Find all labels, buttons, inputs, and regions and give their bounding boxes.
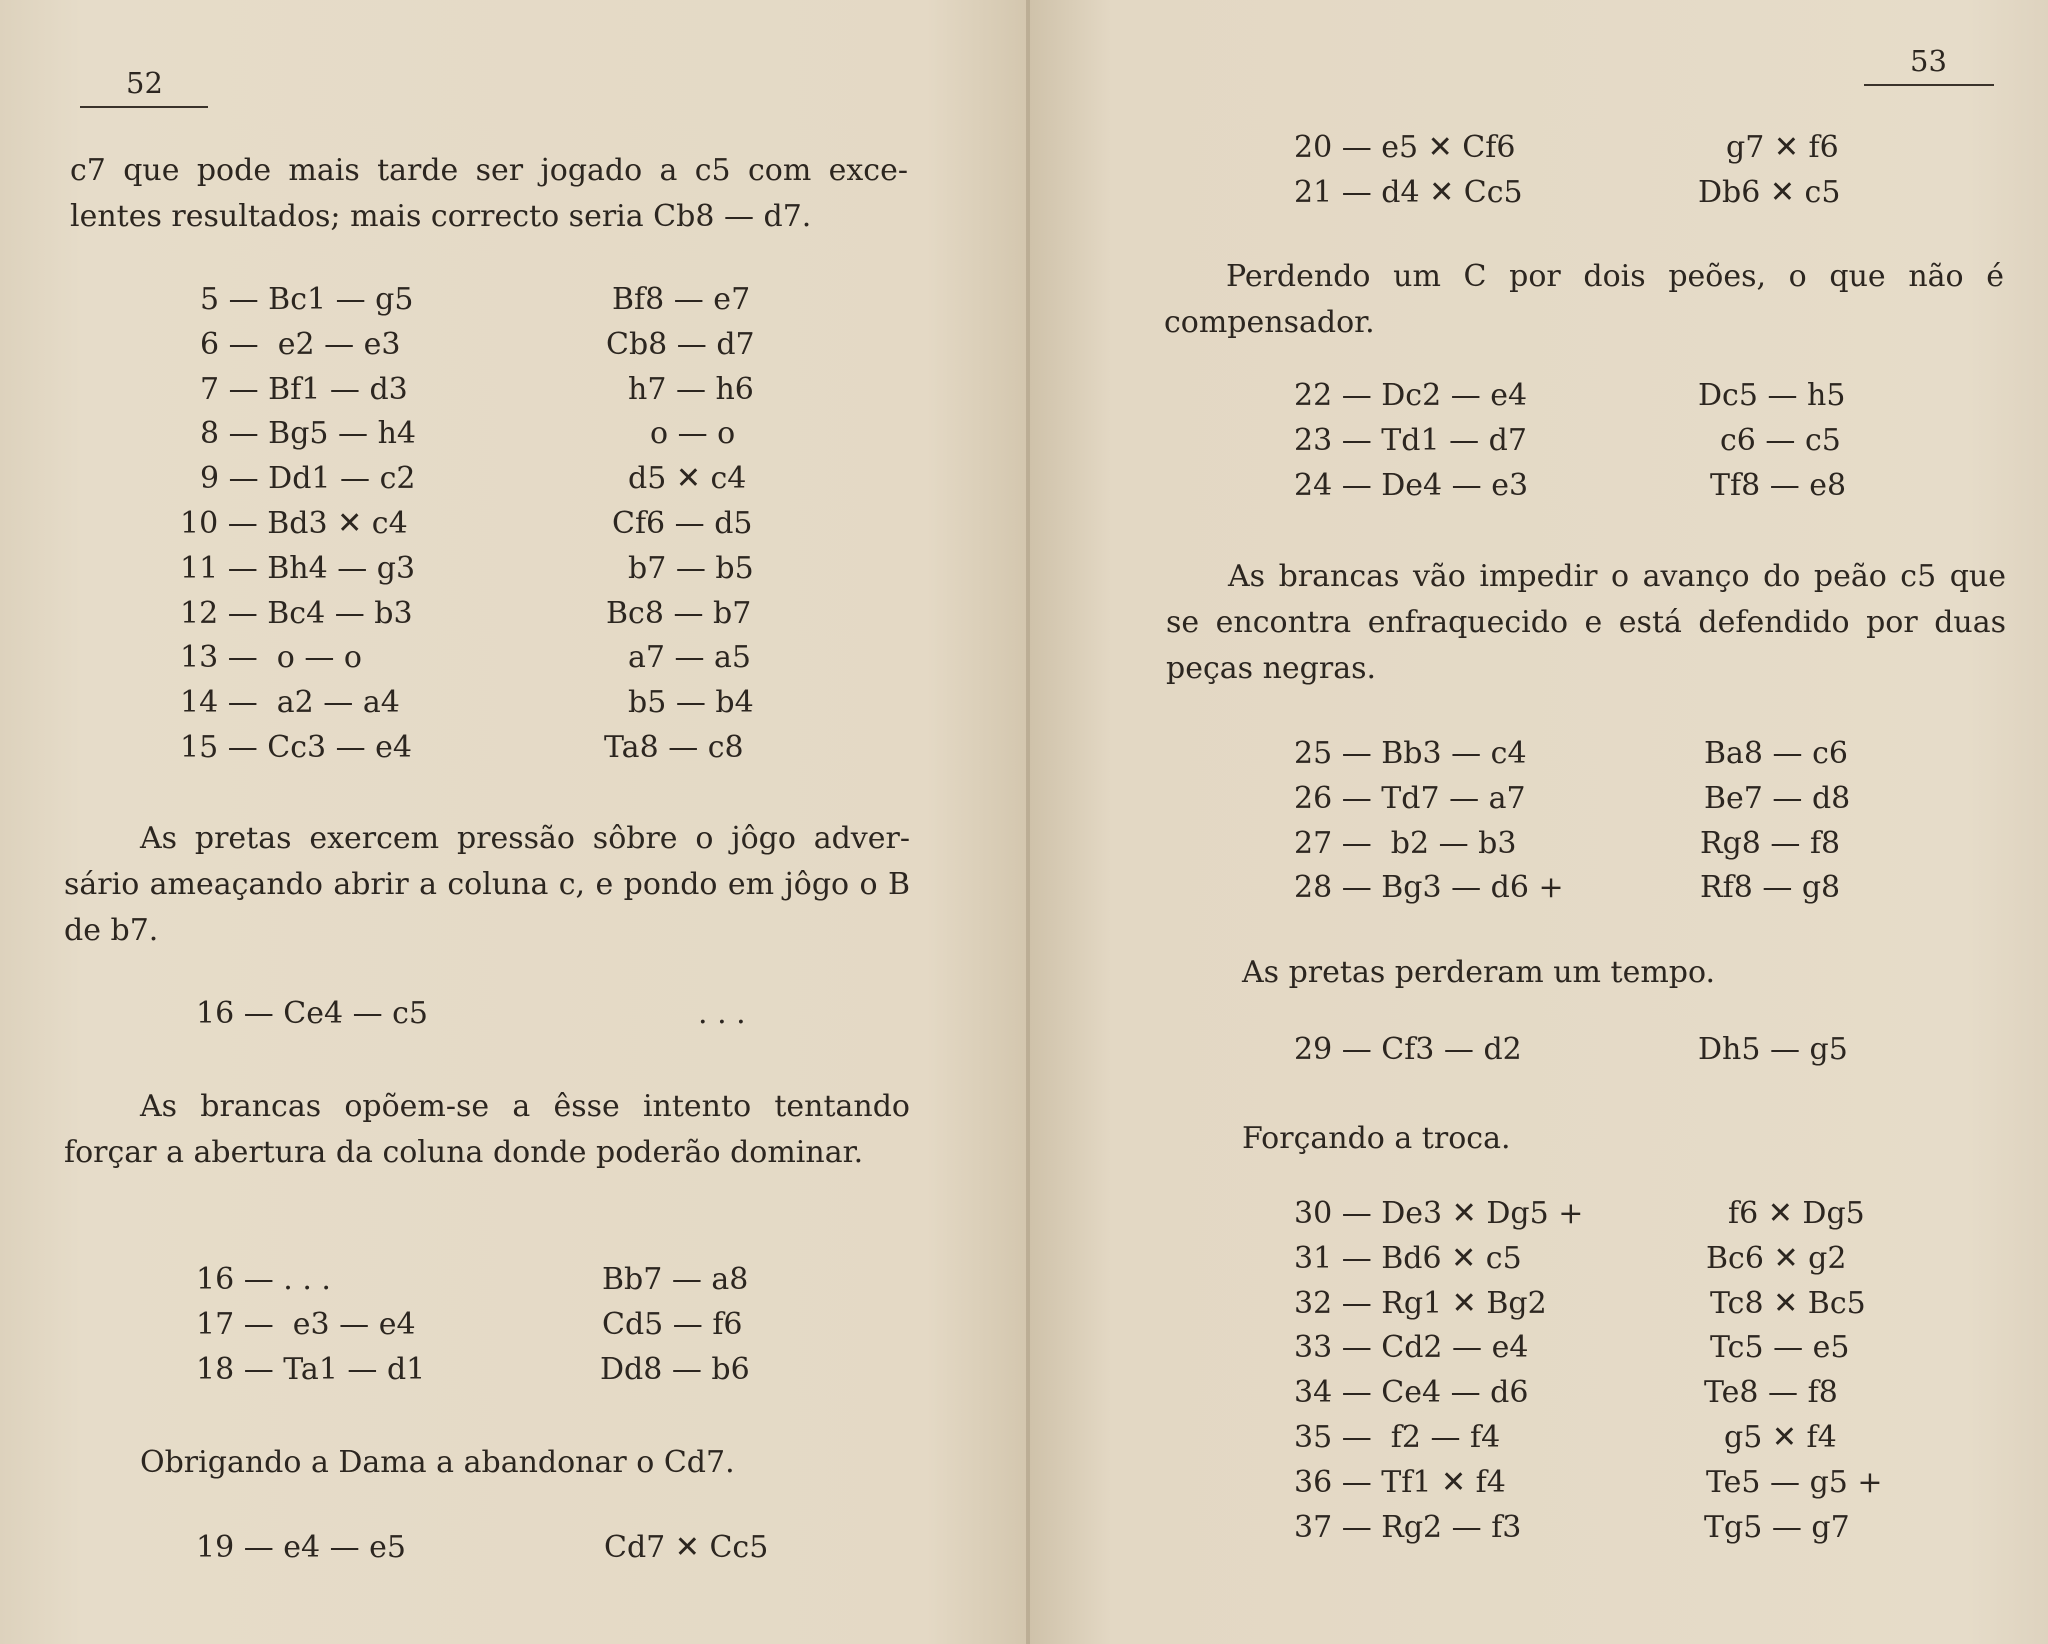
- black-move: Rf8 — g8: [1700, 870, 1841, 906]
- white-move: 24 — De4 — e3: [1294, 467, 1529, 503]
- move-row: [1294, 1330, 1954, 1375]
- black-move: Be7 — d8: [1704, 780, 1851, 816]
- move-row: [180, 595, 780, 641]
- move-row: [180, 729, 780, 775]
- move-row: [1294, 1241, 1954, 1286]
- move-row: [1294, 736, 1934, 781]
- white-move: 18 — Ta1 — d1: [196, 1351, 426, 1387]
- move-row: [196, 1530, 796, 1575]
- black-move: Ba8 — c6: [1704, 736, 1848, 771]
- move-row: [180, 640, 780, 685]
- black-move: Cf6 — d5: [612, 505, 753, 541]
- black-move: d5 ✕ c4: [628, 461, 747, 497]
- black-move: Tc5 — e5: [1710, 1330, 1850, 1366]
- page-number: 53: [1910, 44, 1947, 78]
- white-move: 37 — Rg2 — f3: [1294, 1509, 1522, 1545]
- page-number-rule: [1864, 84, 1994, 86]
- paragraph-troca: Forçando a troca.: [1242, 1121, 1511, 1156]
- black-move: Dc5 — h5: [1698, 378, 1846, 413]
- white-move: 15 — Cc3 — e4: [180, 729, 413, 765]
- white-move: 23 — Td1 — d7: [1294, 422, 1527, 458]
- move-row: [1294, 1510, 1954, 1555]
- black-move: Dh5 — g5: [1698, 1032, 1848, 1067]
- move-row: [200, 416, 780, 461]
- black-move: Bb7 — a8: [602, 1262, 749, 1297]
- black-move: Tf8 — e8: [1710, 467, 1847, 503]
- white-move: 7 — Bf1 — d3: [200, 371, 408, 407]
- black-move: Cb8 — d7: [606, 326, 755, 362]
- move-row: [1294, 378, 1934, 423]
- white-move: 17 — e3 — e4: [196, 1306, 416, 1342]
- move-row: [1294, 1465, 1954, 1510]
- white-move: 10 — Bd3 ✕ c4: [180, 505, 408, 541]
- white-move: 35 — f2 — f4: [1294, 1419, 1501, 1455]
- move-row: [200, 372, 780, 417]
- right-page: [1030, 0, 2048, 1644]
- white-move: 19 — e4 — e5: [196, 1530, 406, 1565]
- moves-list-25-28: [1294, 736, 1934, 915]
- white-move: 22 — Dc2 — e4: [1294, 378, 1528, 413]
- white-move: 13 — o — o: [180, 640, 362, 676]
- black-move: Dd8 — b6: [600, 1351, 750, 1387]
- move-19: [196, 1530, 796, 1575]
- black-move: c6 — c5: [1720, 422, 1841, 458]
- moves-list-20-21: [1294, 130, 1934, 220]
- move-row: [200, 327, 780, 372]
- move-row: [1294, 175, 1934, 220]
- paragraph-brancas-opoem: As brancas opõem-se a êsse intento tentando forçar a abertura da coluna donde poderão dominar.: [64, 1089, 910, 1170]
- white-move: 25 — Bb3 — c4: [1294, 736, 1527, 771]
- paragraph-obrigando: Obrigando a Dama a abandonar o Cd7.: [140, 1445, 735, 1480]
- move-row: [196, 1262, 776, 1307]
- black-move: h7 — h6: [628, 371, 754, 407]
- black-move: Cd7 ✕ Cc5: [604, 1530, 769, 1565]
- white-move: 26 — Td7 — a7: [1294, 780, 1526, 816]
- black-move: . . .: [698, 996, 746, 1031]
- move-row: [1294, 1196, 1954, 1241]
- white-move: 9 — Dd1 — c2: [200, 461, 416, 497]
- black-move: Tc8 ✕ Bc5: [1710, 1285, 1866, 1321]
- move-row: [196, 1307, 776, 1352]
- white-move: 33 — Cd2 — e4: [1294, 1330, 1529, 1366]
- move-row: [1294, 423, 1934, 468]
- white-move: 36 — Tf1 ✕ f4: [1294, 1464, 1506, 1500]
- white-move: 29 — Cf3 — d2: [1294, 1032, 1522, 1067]
- black-move: g5 ✕ f4: [1724, 1419, 1837, 1455]
- black-move: Tg5 — g7: [1704, 1509, 1850, 1545]
- white-move: 31 — Bd6 ✕ c5: [1294, 1240, 1522, 1276]
- white-move: 21 — d4 ✕ Cc5: [1294, 174, 1523, 210]
- move-row: [1294, 826, 1934, 871]
- moves-list-22-24: [1294, 378, 1934, 512]
- white-move: 20 — e5 ✕ Cf6: [1294, 130, 1516, 165]
- move-row: [180, 505, 780, 551]
- move-row: [180, 550, 780, 596]
- black-move: a7 — a5: [628, 640, 752, 676]
- white-move: 27 — b2 — b3: [1294, 825, 1517, 861]
- move-row: [1294, 1375, 1954, 1420]
- white-move: 12 — Bc4 — b3: [180, 595, 413, 631]
- page-number-rule: [80, 106, 208, 108]
- white-move: 5 — Bc1 — g5: [200, 282, 414, 317]
- move-row: [200, 461, 780, 506]
- black-move: Rg8 — f8: [1700, 825, 1841, 861]
- move-row: [180, 685, 780, 730]
- black-move: Ta8 — c8: [604, 729, 744, 765]
- move-row: [1294, 781, 1934, 826]
- white-move: 6 — e2 — e3: [200, 326, 401, 362]
- black-move: f6 ✕ Dg5: [1728, 1196, 1865, 1231]
- black-move: Bf8 — e7: [612, 282, 751, 317]
- move-row: [1294, 870, 1934, 915]
- move-row: [1294, 130, 1934, 175]
- paragraph-pressure: As pretas exercem pressão sôbre o jôgo adversário ameaçando abrir a coluna c, e pondo em jôgo o B de b7.: [64, 821, 910, 948]
- moves-list-5-15: [180, 282, 780, 775]
- white-move: 16 — . . .: [196, 1262, 331, 1297]
- move-16: [196, 996, 776, 1041]
- black-move: g7 ✕ f6: [1726, 130, 1839, 165]
- white-move: 11 — Bh4 — g3: [180, 550, 416, 586]
- white-move: 34 — Ce4 — d6: [1294, 1375, 1529, 1411]
- white-move: 16 — Ce4 — c5: [196, 996, 429, 1031]
- move-row: [1294, 468, 1934, 513]
- paragraph-tempo: As pretas perderam um tempo.: [1242, 955, 1716, 990]
- black-move: Te5 — g5 +: [1706, 1464, 1883, 1500]
- move-row: [196, 1352, 776, 1397]
- move-row: [200, 282, 780, 327]
- black-move: b5 — b4: [628, 685, 754, 721]
- move-row: [1294, 1286, 1954, 1331]
- black-move: Bc6 ✕ g2: [1706, 1240, 1847, 1276]
- moves-list-16-18: [196, 1262, 776, 1396]
- black-move: o — o: [650, 416, 736, 452]
- white-move: 32 — Rg1 ✕ Bg2: [1294, 1285, 1547, 1321]
- black-move: Db6 ✕ c5: [1698, 174, 1841, 210]
- intro-paragraph: c7 que pode mais tarde ser jogado a c5 com excelentes resultados; mais correcto seria Cb8 — d7.: [70, 153, 908, 234]
- white-move: 8 — Bg5 — h4: [200, 416, 416, 452]
- paragraph-avanco: As brancas vão impedir o avanço do peão c5 que se encontra enfraquecido e está defendido por duas peças negras.: [1166, 559, 2006, 686]
- move-row: [196, 996, 776, 1041]
- move-29: [1294, 1032, 1934, 1077]
- black-move: Cd5 — f6: [602, 1306, 743, 1342]
- white-move: 30 — De3 ✕ Dg5 +: [1294, 1196, 1584, 1231]
- white-move: 14 — a2 — a4: [180, 685, 400, 721]
- move-row: [1294, 1032, 1934, 1077]
- paragraph-perdendo: Perdendo um C por dois peões, o que não é compensador.: [1164, 259, 2004, 340]
- black-move: Bc8 — b7: [606, 595, 752, 631]
- black-move: Te8 — f8: [1704, 1375, 1838, 1411]
- white-move: 28 — Bg3 — d6 +: [1294, 870, 1564, 906]
- page-number: 52: [126, 66, 163, 100]
- black-move: b7 — b5: [628, 550, 754, 586]
- moves-list-30-37: [1294, 1196, 1954, 1554]
- move-row: [1294, 1420, 1954, 1465]
